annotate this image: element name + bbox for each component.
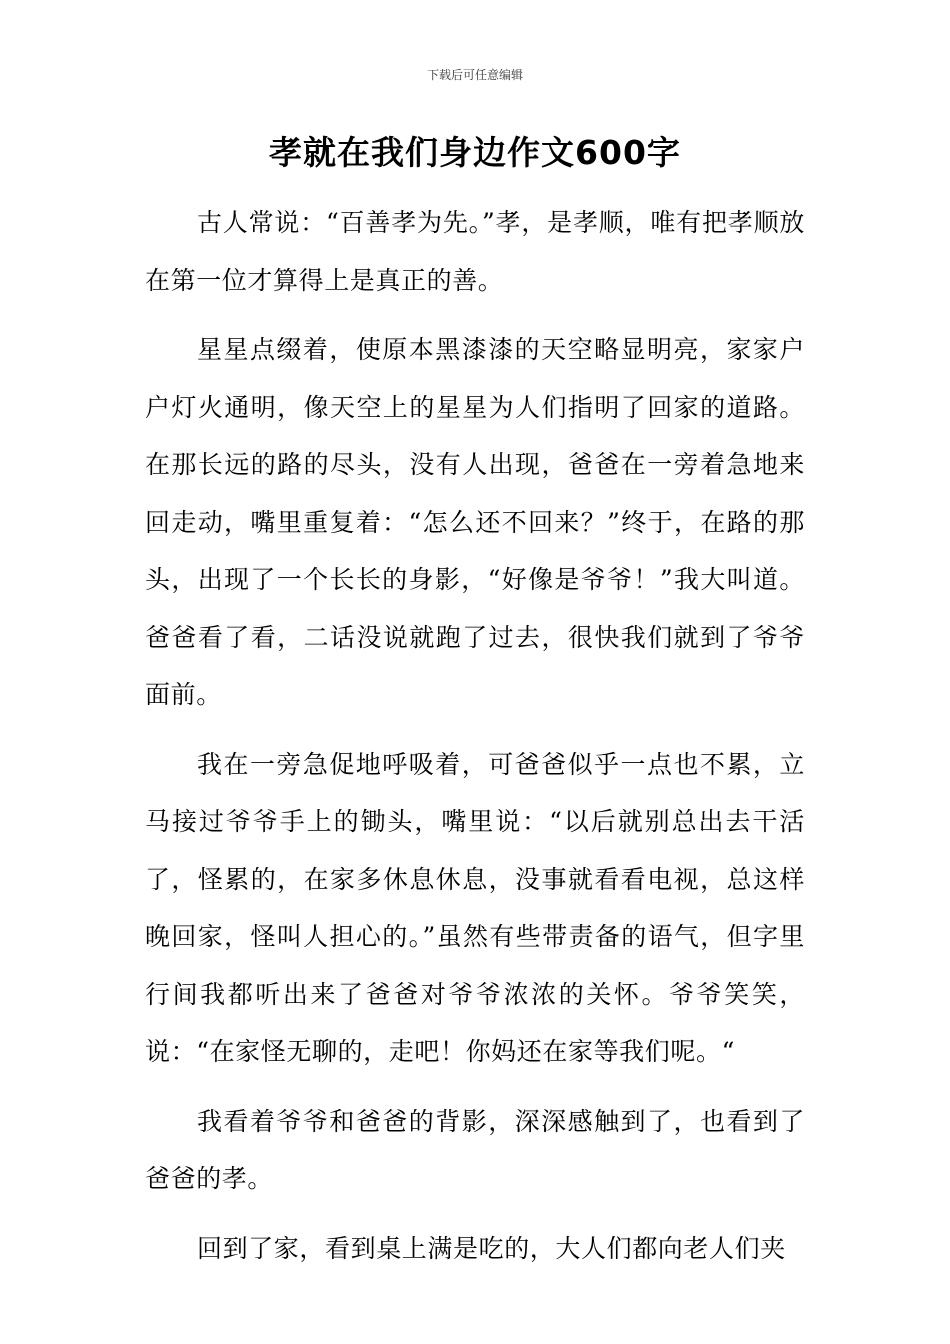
essay-body	[145, 194, 805, 1289]
page-title: 孝就在我们身边作文600字	[269, 133, 681, 172]
paragraph: 古人常说：“百善孝为先。”孝，是孝顺，唯有把孝顺放在第一位才算得上是真正的善。	[145, 208, 805, 295]
header-note: 下载后可任意编辑	[426, 68, 523, 82]
paragraph: 回到了家，看到桌上满是吃的，大人们都向老人们夹	[197, 1233, 786, 1263]
paragraph: 我在一旁急促地呼吸着，可爸爸似乎一点也不累，立马接过爷爷手上的锄头，嘴里说：“以后就别总出去干活了，怪累的，在家多休息休息，没事就看看电视，总这样晚回家，怪叫人担心的。”虽然有些带责备的语气，但字里行间我都听出来了爸爸对爷爷浓浓的关怀。爷爷笑笑，说：“在家怪无聊的，走吧！你妈还在家等我们呢。“	[145, 749, 805, 1066]
paragraph: 星星点缀着，使原本黑漆漆的天空略显明亮，家家户户灯火通明，像天空上的星星为人们指明了回家的道路。在那长远的路的尽头，没有人出现，爸爸在一旁着急地来回走动，嘴里重复着：“怎么还不回来？”终于，在路的那头，出现了一个长长的身影，“好像是爷爷！”我大叫道。爸爸看了看，二话没说就跑了过去，很快我们就到了爷爷面前。	[145, 335, 805, 709]
paragraph: 我看着爷爷和爸爸的背影，深深感触到了，也看到了爸爸的孝。	[145, 1106, 805, 1193]
